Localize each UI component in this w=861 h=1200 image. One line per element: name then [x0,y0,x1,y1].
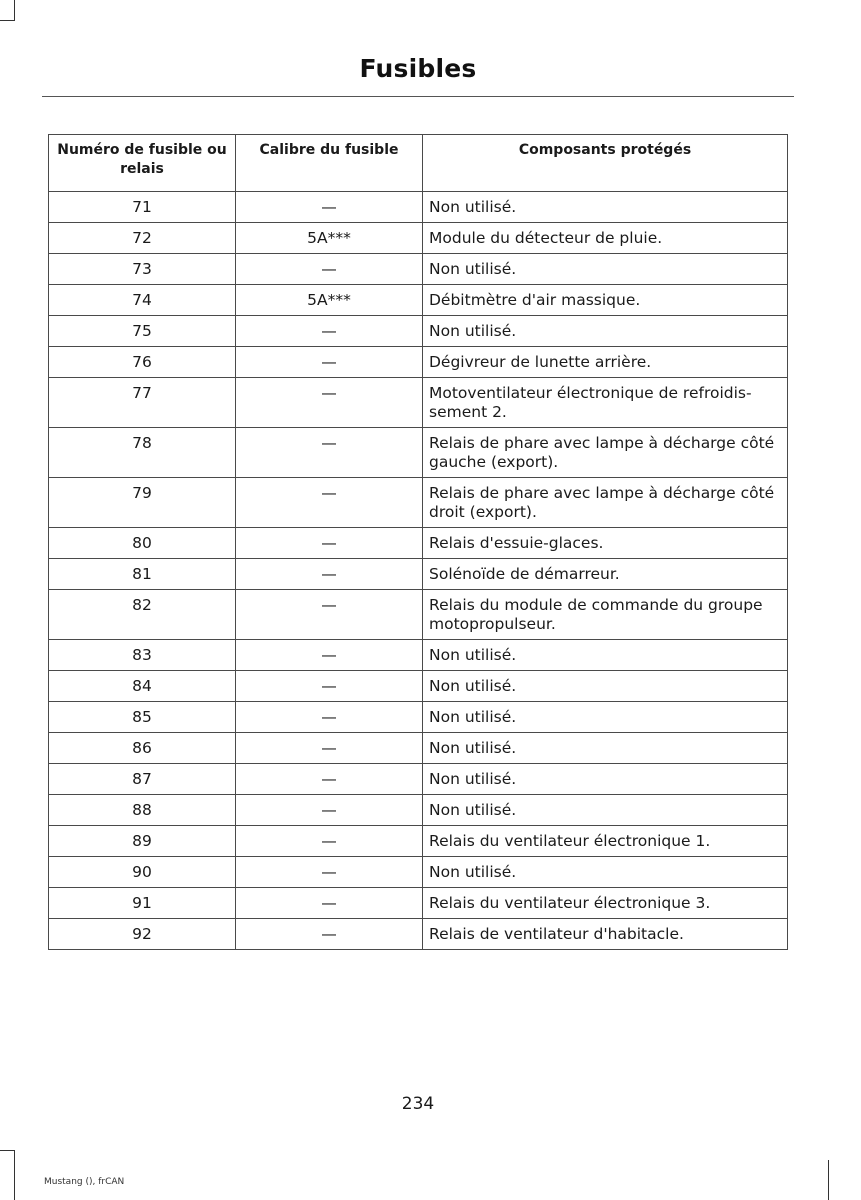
protected-component-cell: Motoventilateur électronique de refroidis-sement 2. [423,378,788,428]
header-protected-components: Composants protégés [423,135,788,192]
fuse-number-cell: 77 [49,378,236,428]
fuse-number-cell: 79 [49,478,236,528]
table-row [49,795,788,826]
page-number: 234 [401,1094,435,1114]
fuse-rating-cell: — [236,428,423,478]
protected-component-cell: Non utilisé. [423,671,788,702]
fuse-rating-cell: — [236,254,423,285]
fuse-rating-cell: 5A*** [236,285,423,316]
fuse-rating-cell: — [236,192,423,223]
table-row [49,590,788,640]
page-title: Fusibles [359,54,477,83]
protected-component-cell: Non utilisé. [423,764,788,795]
footer-text: Mustang (), frCAN [44,1177,125,1187]
protected-component-cell: Solénoïde de démarreur. [423,559,788,590]
table-row [49,478,788,528]
table-row [49,316,788,347]
fuse-rating-cell: — [236,888,423,919]
fuse-number-cell: 74 [49,285,236,316]
fuse-number-cell: 80 [49,528,236,559]
fuse-number-cell: 75 [49,316,236,347]
protected-component-cell: Non utilisé. [423,857,788,888]
fuse-number-cell: 87 [49,764,236,795]
protected-component-cell: Non utilisé. [423,316,788,347]
fuse-rating-cell: — [236,733,423,764]
fuse-rating-cell: 5A*** [236,223,423,254]
fuse-rating-cell: — [236,826,423,857]
fuse-rating-cell: — [236,378,423,428]
protected-component-cell: Non utilisé. [423,640,788,671]
fuse-number-cell: 82 [49,590,236,640]
fuse-number-cell: 76 [49,347,236,378]
fuse-table-body [49,192,788,950]
protected-component-cell: Relais de phare avec lampe à décharge côté droit (export). [423,478,788,528]
protected-component-cell: Dégivreur de lunette arrière. [423,347,788,378]
fuse-number-cell: 71 [49,192,236,223]
crop-mark-bottom-left-horizontal [0,1150,15,1151]
table-row [49,857,788,888]
fuse-number-cell: 72 [49,223,236,254]
title-divider [42,96,794,97]
fuse-rating-cell: — [236,795,423,826]
fuse-number-cell: 88 [49,795,236,826]
fuse-rating-cell: — [236,919,423,950]
fuse-rating-cell: — [236,671,423,702]
fuse-number-cell: 73 [49,254,236,285]
protected-component-cell: Relais de phare avec lampe à décharge côté gauche (export). [423,428,788,478]
table-row [49,888,788,919]
table-row [49,559,788,590]
fuse-number-cell: 85 [49,702,236,733]
fuse-number-cell: 91 [49,888,236,919]
fuse-number-cell: 90 [49,857,236,888]
fuse-number-cell: 78 [49,428,236,478]
header-fuse-number: Numéro de fusible ou relais [49,135,236,192]
protected-component-cell: Débitmètre d'air massique. [423,285,788,316]
fuse-rating-cell: — [236,702,423,733]
table-row [49,640,788,671]
crop-mark-top-left-horizontal [0,20,15,21]
table-row [49,192,788,223]
table-row [49,378,788,428]
table-row [49,254,788,285]
table-row [49,826,788,857]
fuse-number-cell: 84 [49,671,236,702]
protected-component-cell: Relais de ventilateur d'habitacle. [423,919,788,950]
fuse-number-cell: 86 [49,733,236,764]
fuse-table [48,134,788,950]
table-header-row [49,135,788,192]
table-row [49,702,788,733]
table-row [49,528,788,559]
fuse-rating-cell: — [236,478,423,528]
table-row [49,733,788,764]
crop-mark-top-left-vertical [14,0,15,20]
table-row [49,764,788,795]
fuse-number-cell: 89 [49,826,236,857]
protected-component-cell: Non utilisé. [423,254,788,285]
protected-component-cell: Relais du module de commande du groupe motopropulseur. [423,590,788,640]
fuse-rating-cell: — [236,316,423,347]
table-row [49,919,788,950]
protected-component-cell: Module du détecteur de pluie. [423,223,788,254]
protected-component-cell: Non utilisé. [423,733,788,764]
table-row [49,223,788,254]
fuse-rating-cell: — [236,590,423,640]
fuse-rating-cell: — [236,640,423,671]
fuse-rating-cell: — [236,347,423,378]
protected-component-cell: Non utilisé. [423,192,788,223]
table-row [49,671,788,702]
fuse-rating-cell: — [236,857,423,888]
crop-mark-bottom-left-vertical [14,1150,15,1200]
header-fuse-rating: Calibre du fusible [236,135,423,192]
fuse-rating-cell: — [236,764,423,795]
crop-mark-bottom-right-vertical [828,1160,829,1200]
fuse-number-cell: 81 [49,559,236,590]
protected-component-cell: Relais d'essuie-glaces. [423,528,788,559]
protected-component-cell: Relais du ventilateur électronique 1. [423,826,788,857]
fuse-rating-cell: — [236,559,423,590]
table-row [49,428,788,478]
table-row [49,347,788,378]
fuse-number-cell: 92 [49,919,236,950]
fuse-number-cell: 83 [49,640,236,671]
table-row [49,285,788,316]
protected-component-cell: Non utilisé. [423,702,788,733]
fuse-rating-cell: — [236,528,423,559]
protected-component-cell: Non utilisé. [423,795,788,826]
protected-component-cell: Relais du ventilateur électronique 3. [423,888,788,919]
